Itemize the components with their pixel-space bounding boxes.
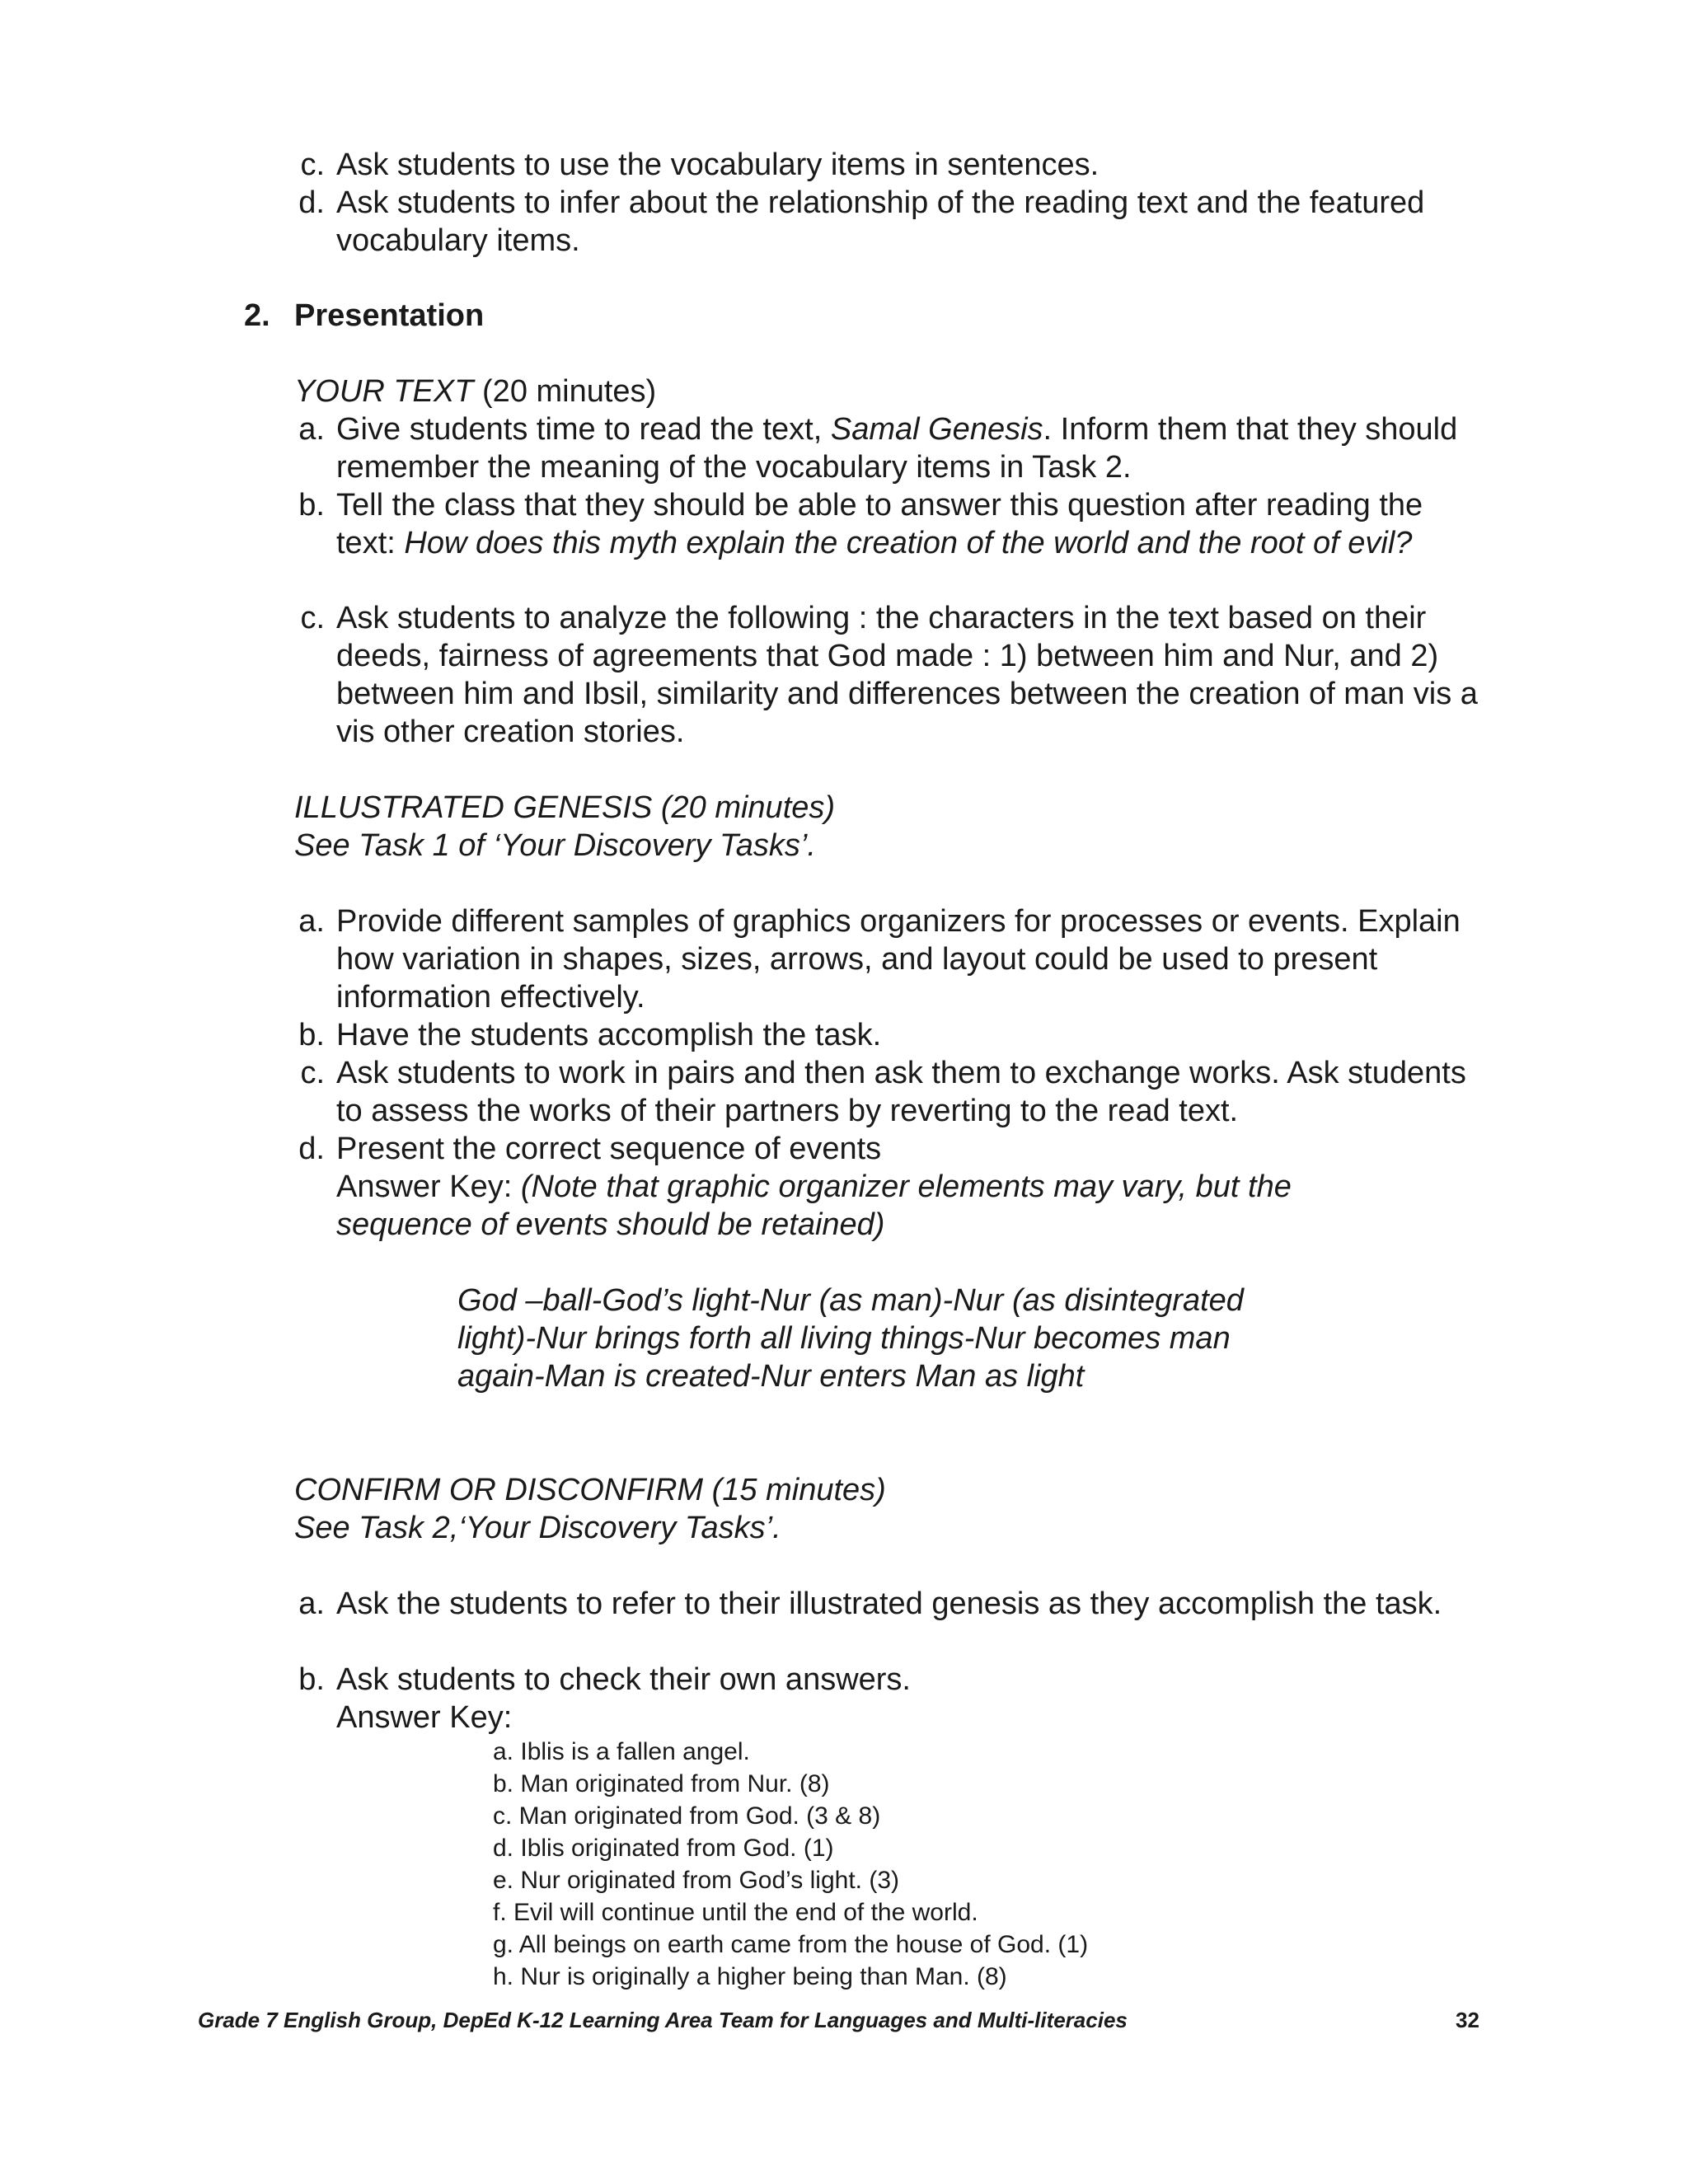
list-item <box>298 486 1482 562</box>
answer-item: g. All beings on earth came from the house of God. (1) <box>493 1931 1089 1958</box>
list-text: Ask students to work in pairs and then ask them to exchange works. Ask students to assess the works of their partners by reverting to the read text. <box>336 1056 1466 1128</box>
list-item <box>298 1130 1482 1168</box>
text-title: Samal Genesis <box>830 412 1043 447</box>
answer-item: c. Man originated from God. (3 & 8) <box>493 1802 881 1830</box>
answer-key-line <box>336 1168 1292 1206</box>
answer-item: h. Nur is originally a higher being than Man. (8) <box>493 1963 1007 1990</box>
list-item <box>298 1585 1482 1623</box>
list-label: d. <box>298 185 325 220</box>
sequence-line: light)-Nur brings forth all living things-Nur becomes man <box>457 1321 1231 1356</box>
list-text: Ask students to infer about the relationship of the reading text and the featured vocabulary items. <box>336 185 1425 258</box>
page-number: 32 <box>1456 2008 1479 2032</box>
list-item <box>298 410 1482 486</box>
answer-key-label: Answer Key: <box>336 1169 521 1204</box>
list-label: b. <box>298 1662 325 1697</box>
answer-key-note: (Note that graphic organizer elements may vary, but the <box>520 1169 1292 1204</box>
list-label: a. <box>298 904 325 939</box>
section-title: Presentation <box>294 298 485 333</box>
list-text-post: . Inform them that they should remember the meaning of the vocabulary items in Task 2. <box>336 412 1458 485</box>
list-item <box>298 1661 1482 1699</box>
list-label: c. <box>300 601 325 635</box>
list-item <box>298 902 1482 1016</box>
list-text: Ask students to analyze the following : the characters in the text based on their deeds, fairness of agreements that God made : 1) between him and Nur, and 2) between him and Ibsil, similarity and differences between the creation of man vis a vis other creation stories. <box>336 601 1478 749</box>
subsection-heading: CONFIRM OR DISCONFIRM (15 minutes) <box>294 1473 886 1507</box>
list-label: a. <box>298 1586 325 1621</box>
sequence-line: God –ball-God’s light-Nur (as man)-Nur (as disintegrated <box>457 1283 1244 1318</box>
your-text-heading: YOUR TEXT <box>294 374 474 409</box>
list-label: d. <box>298 1132 325 1166</box>
answer-item: b. Man originated from Nur. (8) <box>493 1770 830 1797</box>
sequence-line: again-Man is created-Nur enters Man as light <box>457 1359 1085 1394</box>
task-reference: See Task 1 of ‘Your Discovery Tasks’. <box>294 828 816 863</box>
answer-key-label: Answer Key: <box>336 1700 513 1735</box>
subsection-heading <box>294 373 656 410</box>
list-item <box>300 599 1482 751</box>
subsection-heading: ILLUSTRATED GENESIS (20 minutes) <box>294 790 836 825</box>
footer-text: Grade 7 English Group, DepEd K-12 Learning Area Team for Languages and Multi-literacies <box>198 2008 1128 2032</box>
your-text-duration: (20 minutes) <box>473 374 657 409</box>
list-item <box>300 1054 1482 1130</box>
list-text-pre: Tell the class that they should be able to answer this question after reading the text: <box>336 488 1423 560</box>
answer-key-note: sequence of events should be retained) <box>336 1207 885 1242</box>
list-label: c. <box>300 1056 325 1090</box>
list-text: Ask the students to refer to their illustrated genesis as they accomplish the task. <box>336 1586 1442 1621</box>
list-text: Have the students accomplish the task. <box>336 1018 882 1052</box>
answer-item: d. Iblis originated from God. (1) <box>493 1835 834 1862</box>
list-text: Ask students to check their own answers. <box>336 1662 911 1697</box>
list-item <box>298 184 1482 260</box>
list-text: Provide different samples of graphics organizers for processes or events. Explain how variation in shapes, sizes, arrows, and layout could be used to present information effectively. <box>336 904 1461 1015</box>
list-text-pre: Give students time to read the text, <box>336 412 831 447</box>
list-label: b. <box>298 488 325 523</box>
list-text: Present the correct sequence of events <box>336 1132 882 1166</box>
list-label: c. <box>300 148 325 182</box>
answer-item: f. Evil will continue until the end of the world. <box>493 1899 978 1926</box>
answer-item: e. Nur originated from God’s light. (3) <box>493 1867 899 1894</box>
task-reference: See Task 2,‘Your Discovery Tasks’. <box>294 1511 781 1545</box>
list-item <box>300 146 1482 184</box>
answer-item: a. Iblis is a fallen angel. <box>493 1738 750 1765</box>
list-label: b. <box>298 1018 325 1052</box>
list-label: a. <box>298 412 325 447</box>
list-text: Ask students to use the vocabulary items in sentences. <box>336 148 1100 182</box>
section-number: 2. <box>244 298 270 333</box>
guide-question: How does this myth explain the creation of the world and the root of evil? <box>404 526 1413 560</box>
list-item <box>298 1016 1482 1054</box>
